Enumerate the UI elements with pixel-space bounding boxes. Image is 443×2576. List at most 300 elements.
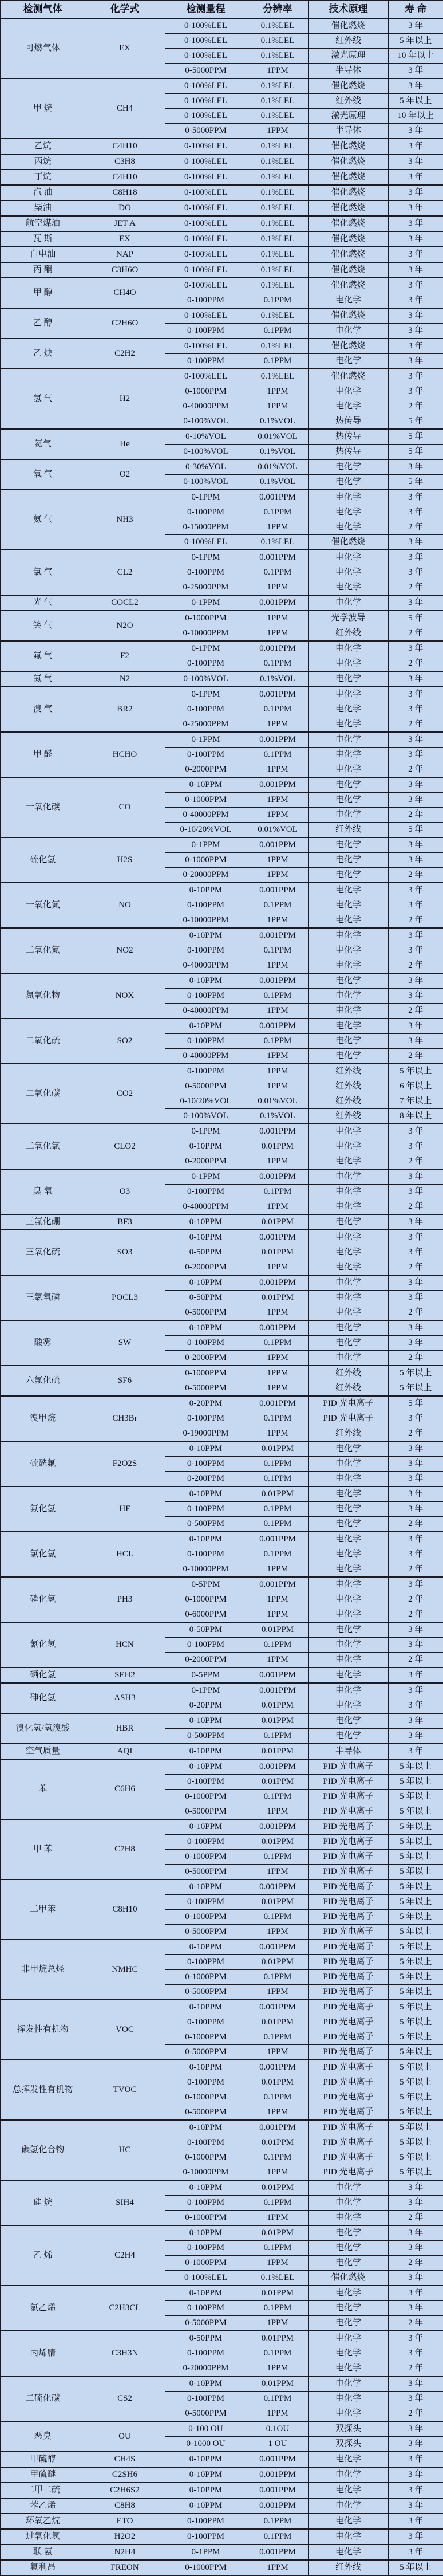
lifespan-cell: 5 年以上 [388,1985,443,2000]
resolution-cell: 0.001PPM [247,2467,308,2483]
lifespan-cell: 3 年 [388,748,443,762]
principle-cell: 电化学 [308,1517,388,1532]
lifespan-cell: 3 年 [388,2196,443,2211]
principle-cell: 电化学 [308,1124,388,1139]
gas-name-cell: 二氧化氮 [1,928,85,973]
resolution-cell: 1PPM [247,793,308,808]
lifespan-cell: 3 年 [388,2331,443,2346]
formula-cell: C2SH6 [85,2467,165,2483]
principle-cell: PID 光电离子 [308,1955,388,1970]
principle-cell: 电化学 [308,2225,388,2241]
table-row [1,1819,443,1835]
principle-cell: 红外线 [308,1381,388,1397]
table-row [1,595,443,611]
resolution-cell: 0.001PPM [247,490,308,505]
resolution-cell: 1PPM [247,1004,308,1019]
lifespan-cell: 3 年 [388,837,443,853]
principle-cell: 电化学 [308,2406,388,2422]
lifespan-cell: 3 年 [388,1729,443,1744]
range-cell: 0-100PPM [165,898,247,913]
range-cell: 0-1000PPM [165,793,247,808]
resolution-cell: 0.1%LEL [247,78,308,94]
range-cell: 0-100PPM [165,656,247,672]
range-cell: 0-10/20%VOL [165,823,247,838]
resolution-cell: 1PPM [247,580,308,596]
gas-name-cell: 酸雾 [1,1320,85,1366]
resolution-cell: 0.001PPM [247,777,308,793]
resolution-cell: 0.1PPM [247,2392,308,2406]
lifespan-cell: 3 年 [388,898,443,913]
principle-cell: 电化学 [308,748,388,762]
principle-cell: PID 光电离子 [308,1925,388,1940]
lifespan-cell: 3 年 [388,777,443,793]
formula-cell: O3 [85,1169,165,1214]
principle-cell: 激光原理 [308,49,388,64]
range-cell: 0-10PPM [165,1230,247,1245]
principle-cell: 电化学 [308,1169,388,1185]
range-cell: 0-40000PPM [165,1049,247,1064]
principle-cell: 电化学 [308,505,388,520]
resolution-cell: 1PPM [247,1154,308,1170]
gas-name-cell: 过氧化氢 [1,2529,85,2544]
formula-cell: NOX [85,973,165,1018]
table-row [1,2514,443,2529]
range-cell: 0-10PPM [165,1018,247,1034]
range-cell: 0-20PPM [165,1698,247,1714]
principle-cell: 电化学 [308,777,388,793]
col-formula: 化学式 [85,1,165,18]
lifespan-cell: 3 年 [388,2514,443,2529]
principle-cell: PID 光电离子 [308,2075,388,2090]
gas-name-cell: 总挥发性有机物 [1,2060,85,2120]
table-row [1,1396,443,1411]
resolution-cell: 1PPM [247,808,308,823]
resolution-cell: 0.1PPM [247,1517,308,1532]
resolution-cell: 0.01PPM [247,1441,308,1457]
formula-cell: VOC [85,2000,165,2060]
resolution-cell: 0.01PPM [247,2075,308,2090]
gas-name-cell: 空气质量 [1,1744,85,1759]
resolution-cell: 1PPM [247,958,308,974]
range-cell: 0-1000 OU [165,2437,247,2452]
lifespan-cell: 3 年 [388,339,443,354]
principle-cell: 电化学 [308,943,388,958]
resolution-cell: 0.1%LEL [247,49,308,64]
formula-cell: C3H3N [85,2331,165,2376]
range-cell: 0-25000PPM [165,717,247,733]
principle-cell: 电化学 [308,1547,388,1562]
lifespan-cell: 2 年 [388,2316,443,2331]
lifespan-cell: 5 年以上 [388,1759,443,1775]
lifespan-cell: 2 年 [388,656,443,672]
principle-cell: 电化学 [308,808,388,823]
lifespan-cell: 5 年以上 [388,1879,443,1895]
table-row [1,429,443,445]
range-cell: 0-1PPM [165,2544,247,2560]
formula-cell: COCL2 [85,595,165,611]
resolution-cell: 1PPM [247,913,308,929]
range-cell: 0-100%LEL [165,278,247,293]
lifespan-cell: 3 年 [388,2225,443,2241]
resolution-cell: 0.1PPM [247,748,308,762]
range-cell: 0-10PPM [165,2452,247,2467]
lifespan-cell: 3 年 [388,1532,443,1547]
range-cell: 0-10PPM [165,2376,247,2392]
principle-cell: 激光原理 [308,109,388,124]
range-cell: 0-100PPM [165,2241,247,2256]
resolution-cell: 0.1PPM [247,1502,308,1517]
resolution-cell: 0.001PPM [247,837,308,853]
resolution-cell: 0.001PPM [247,1819,308,1835]
resolution-cell: 0.001PPM [247,595,308,611]
range-cell: 0-40000PPM [165,958,247,974]
table-row [1,973,443,989]
resolution-cell: 0.001PPM [247,1577,308,1592]
range-cell: 0-10PPM [165,883,247,898]
lifespan-cell: 3 年 [388,1547,443,1562]
range-cell: 0-10PPM [165,1486,247,1502]
lifespan-cell: 3 年 [388,154,443,170]
gas-name-cell: 二氧化氯 [1,1124,85,1169]
resolution-cell: 0.1PPM [247,1034,308,1049]
gas-name-cell: 一氧化碳 [1,777,85,837]
table-row [1,1532,443,1547]
lifespan-cell: 5 年以上 [388,2165,443,2181]
principle-cell: 光学波导 [308,611,388,626]
lifespan-cell: 3 年 [388,989,443,1004]
table-row [1,2560,443,2575]
gas-name-cell: 白电油 [1,247,85,262]
formula-cell: C3H6O [85,262,165,278]
range-cell: 0-100%LEL [165,78,247,94]
principle-cell: 催化燃烧 [308,185,388,200]
lifespan-cell: 3 年 [388,293,443,309]
formula-cell: POCL3 [85,1275,165,1320]
formula-cell: EX [85,231,165,247]
principle-cell: 电化学 [308,928,388,943]
resolution-cell: 0.001PPM [247,2498,308,2514]
lifespan-cell: 3 年 [388,2271,443,2286]
table-row [1,1622,443,1638]
gas-name-cell: 甲 烷 [1,78,85,139]
formula-cell: CH3Br [85,1396,165,1441]
range-cell: 0-10PPM [165,2483,247,2498]
formula-cell: NH3 [85,490,165,550]
lifespan-cell: 3 年 [388,1185,443,1199]
gas-name-cell: 硫化氢 [1,837,85,883]
principle-cell: 电化学 [308,2316,388,2331]
table-row [1,687,443,702]
table-row [1,1486,443,1502]
range-cell: 0-40000PPM [165,399,247,414]
resolution-cell: 0.1%LEL [247,278,308,293]
resolution-cell: 0.01PPM [247,1955,308,1970]
table-row [1,459,443,475]
gas-name-cell: 环氧乙烷 [1,2514,85,2529]
lifespan-cell: 5 年以上 [388,1910,443,1925]
principle-cell: 电化学 [308,1592,388,1607]
range-cell: 0-100PPM [165,2392,247,2406]
resolution-cell: 1PPM [247,384,308,399]
principle-cell: 半导体 [308,1744,388,1759]
resolution-cell: 0.1PPM [247,2150,308,2165]
table-row [1,1713,443,1729]
formula-cell: NAP [85,247,165,262]
resolution-cell: 0.1PPM [247,1411,308,1426]
range-cell: 0-100 OU [165,2421,247,2437]
range-cell: 0-20000PPM [165,868,247,883]
lifespan-cell: 2 年 [388,1562,443,1578]
principle-cell: 电化学 [308,1291,388,1305]
gas-name-cell: 氧 气 [1,459,85,490]
lifespan-cell: 2 年 [388,1426,443,1442]
lifespan-cell: 3 年 [388,1713,443,1729]
table-row [1,777,443,793]
lifespan-cell: 5 年以上 [388,2045,443,2060]
lifespan-cell: 3 年 [388,1411,443,1426]
table-row [1,1667,443,1683]
principle-cell: 电化学 [308,565,388,580]
lifespan-cell: 3 年 [388,369,443,384]
resolution-cell: 1PPM [247,2406,308,2422]
resolution-cell: 0.1PPM [247,2241,308,2256]
range-cell: 0-30%VOL [165,459,247,475]
formula-cell: C7H8 [85,1819,165,1879]
principle-cell: 催化燃烧 [308,170,388,185]
range-cell: 0-1000PPM [165,384,247,399]
resolution-cell: 0.1%VOL [247,671,308,687]
gas-name-cell: 挥发性有机物 [1,2000,85,2060]
principle-cell: 电化学 [308,1154,388,1170]
principle-cell: 催化燃烧 [308,308,388,324]
resolution-cell: 1PPM [247,520,308,535]
lifespan-cell: 3 年 [388,565,443,580]
gas-name-cell: 瓦 斯 [1,231,85,247]
table-row [1,1744,443,1759]
principle-cell: 电化学 [308,793,388,808]
gas-name-cell: 笑 气 [1,611,85,641]
range-cell: 0-100PPM [165,1775,247,1790]
range-cell: 0-5000PPM [165,2406,247,2422]
lifespan-cell: 3 年 [388,1577,443,1592]
range-cell: 0-1000PPM [165,2090,247,2105]
resolution-cell: 0.1%LEL [247,339,308,354]
lifespan-cell: 5 年 [388,429,443,445]
table-row [1,308,443,324]
resolution-cell: 0.001PPM [247,883,308,898]
formula-cell: HCL [85,1532,165,1577]
range-cell: 0-100PPM [165,1638,247,1653]
lifespan-cell: 3 年 [388,1622,443,1638]
table-row [1,1275,443,1291]
lifespan-cell: 2 年 [388,1607,443,1623]
lifespan-cell: 3 年 [388,702,443,717]
gas-name-cell: 氯化氢 [1,1532,85,1577]
resolution-cell: 0.1PPM [247,943,308,958]
resolution-cell: 0.1PPM [247,2090,308,2105]
range-cell: 0-100%VOL [165,475,247,490]
lifespan-cell: 2 年 [388,399,443,414]
range-cell: 0-2000PPM [165,1653,247,1668]
resolution-cell: 0.1%LEL [247,231,308,247]
table-row [1,1230,443,1245]
resolution-cell: 1PPM [247,611,308,626]
resolution-cell: 1PPM [247,1653,308,1668]
principle-cell: 电化学 [308,853,388,868]
range-cell: 0-10/20%VOL [165,1094,247,1109]
principle-cell: 电化学 [308,1139,388,1154]
principle-cell: 电化学 [308,1622,388,1638]
principle-cell: 电化学 [308,2529,388,2544]
table-row [1,1064,443,1079]
principle-cell: 电化学 [308,1502,388,1517]
lifespan-cell: 2 年 [388,868,443,883]
formula-cell: AQI [85,1744,165,1759]
resolution-cell: 1PPM [247,2045,308,2060]
resolution-cell: 0.001PPM [247,1169,308,1185]
principle-cell: 电化学 [308,641,388,656]
range-cell: 0-100%LEL [165,231,247,247]
lifespan-cell: 2 年 [388,1004,443,1019]
lifespan-cell: 3 年 [388,2301,443,2316]
principle-cell: 电化学 [308,2483,388,2498]
resolution-cell: 0.001PPM [247,2452,308,2467]
table-row [1,837,443,853]
lifespan-cell: 3 年 [388,78,443,94]
principle-cell: 电化学 [308,399,388,414]
gas-name-cell: 乙 烯 [1,2225,85,2286]
lifespan-cell: 2 年 [388,1049,443,1064]
gas-name-cell: 丙烯腈 [1,2331,85,2376]
principle-cell: 电化学 [308,2392,388,2406]
range-cell: 0-100%LEL [165,49,247,64]
principle-cell: 电化学 [308,762,388,778]
lifespan-cell: 3 年 [388,1486,443,1502]
lifespan-cell: 2 年 [388,1517,443,1532]
range-cell: 0-10000PPM [165,2165,247,2181]
principle-cell: 催化燃烧 [308,339,388,354]
lifespan-cell: 3 年 [388,883,443,898]
resolution-cell: 0.01%VOL [247,429,308,445]
principle-cell: 催化燃烧 [308,278,388,293]
range-cell: 0-19000PPM [165,1426,247,1442]
formula-cell: CLO2 [85,1124,165,1169]
lifespan-cell: 3 年 [388,1018,443,1034]
resolution-cell: 0.001PPM [247,1018,308,1034]
gas-name-cell: 氢 气 [1,369,85,429]
range-cell: 0-100%VOL [165,414,247,430]
col-gas: 检测气体 [1,1,85,18]
resolution-cell: 0.01PPM [247,2376,308,2392]
range-cell: 0-100%LEL [165,18,247,34]
lifespan-cell: 3 年 [388,1472,443,1487]
resolution-cell: 0.1PPM [247,2346,308,2361]
lifespan-cell: 3 年 [388,2498,443,2514]
principle-cell: 电化学 [308,2361,388,2377]
resolution-cell: 0.1%LEL [247,369,308,384]
lifespan-cell: 5 年以上 [388,1804,443,1820]
lifespan-cell: 3 年 [388,2437,443,2452]
gas-name-cell: 恶臭 [1,2421,85,2452]
principle-cell: 电化学 [308,2467,388,2483]
lifespan-cell: 3 年 [388,2529,443,2544]
formula-cell: SO2 [85,1018,165,1064]
range-cell: 0-100PPM [165,2529,247,2544]
table-row [1,1124,443,1139]
lifespan-cell: 5 年以上 [388,2075,443,2090]
principle-cell: 电化学 [308,1049,388,1064]
principle-cell: PID 光电离子 [308,2015,388,2030]
table-row [1,154,443,170]
lifespan-cell: 3 年 [388,505,443,520]
principle-cell: 电化学 [308,2286,388,2301]
range-cell: 0-100%VOL [165,445,247,460]
header-row [1,1,443,18]
lifespan-cell: 3 年 [388,2421,443,2437]
gas-name-cell: 光 气 [1,595,85,611]
lifespan-cell: 5 年以上 [388,1775,443,1790]
lifespan-cell: 3 年 [388,124,443,139]
range-cell: 0-100PPM [165,1547,247,1562]
principle-cell: 热传导 [308,445,388,460]
formula-cell: HCN [85,1622,165,1667]
range-cell: 0-40000PPM [165,1199,247,1215]
gas-name-cell: 溴甲烷 [1,1396,85,1441]
principle-cell: 红外线 [308,823,388,838]
range-cell: 0-100%LEL [165,200,247,216]
gas-name-cell: 氯 气 [1,550,85,595]
lifespan-cell: 3 年 [388,170,443,185]
principle-cell: PID 光电离子 [308,2090,388,2105]
range-cell: 0-1PPM [165,732,247,748]
principle-cell: 电化学 [308,732,388,748]
principle-cell: 电化学 [308,1562,388,1578]
principle-cell: 红外线 [308,94,388,109]
lifespan-cell: 5 年以上 [388,2060,443,2075]
lifespan-cell: 2 年 [388,1199,443,1215]
resolution-cell: 1PPM [247,64,308,79]
lifespan-cell: 3 年 [388,1245,443,1260]
gas-name-cell: 乙烷 [1,139,85,154]
lifespan-cell: 2 年 [388,520,443,535]
table-row [1,2180,443,2196]
principle-cell: 电化学 [308,1336,388,1351]
range-cell: 0-1000PPM [165,2211,247,2226]
principle-cell: 电化学 [308,459,388,475]
col-lifespan: 寿 命 [388,1,443,18]
gas-name-cell: 甲硫醚 [1,2467,85,2483]
range-cell: 0-10PPM [165,1819,247,1835]
principle-cell: 催化燃烧 [308,200,388,216]
resolution-cell: 0.1PPM [247,1457,308,1472]
range-cell: 0-10PPM [165,2000,247,2015]
formula-cell: N2 [85,671,165,687]
formula-cell: BR2 [85,687,165,732]
table-row [1,2376,443,2392]
range-cell: 0-1PPM [165,1169,247,1185]
lifespan-cell: 2 年 [388,2256,443,2271]
principle-cell: PID 光电离子 [308,2150,388,2165]
lifespan-cell: 5 年以上 [388,1819,443,1835]
lifespan-cell: 5 年以上 [388,1835,443,1850]
principle-cell: 电化学 [308,1472,388,1487]
range-cell: 0-5000PPM [165,64,247,79]
range-cell: 0-100PPM [165,1835,247,1850]
range-cell: 0-1000PPM [165,1366,247,1381]
resolution-cell: 0.1%LEL [247,170,308,185]
gas-name-cell: 丁烷 [1,170,85,185]
lifespan-cell: 3 年 [388,973,443,989]
